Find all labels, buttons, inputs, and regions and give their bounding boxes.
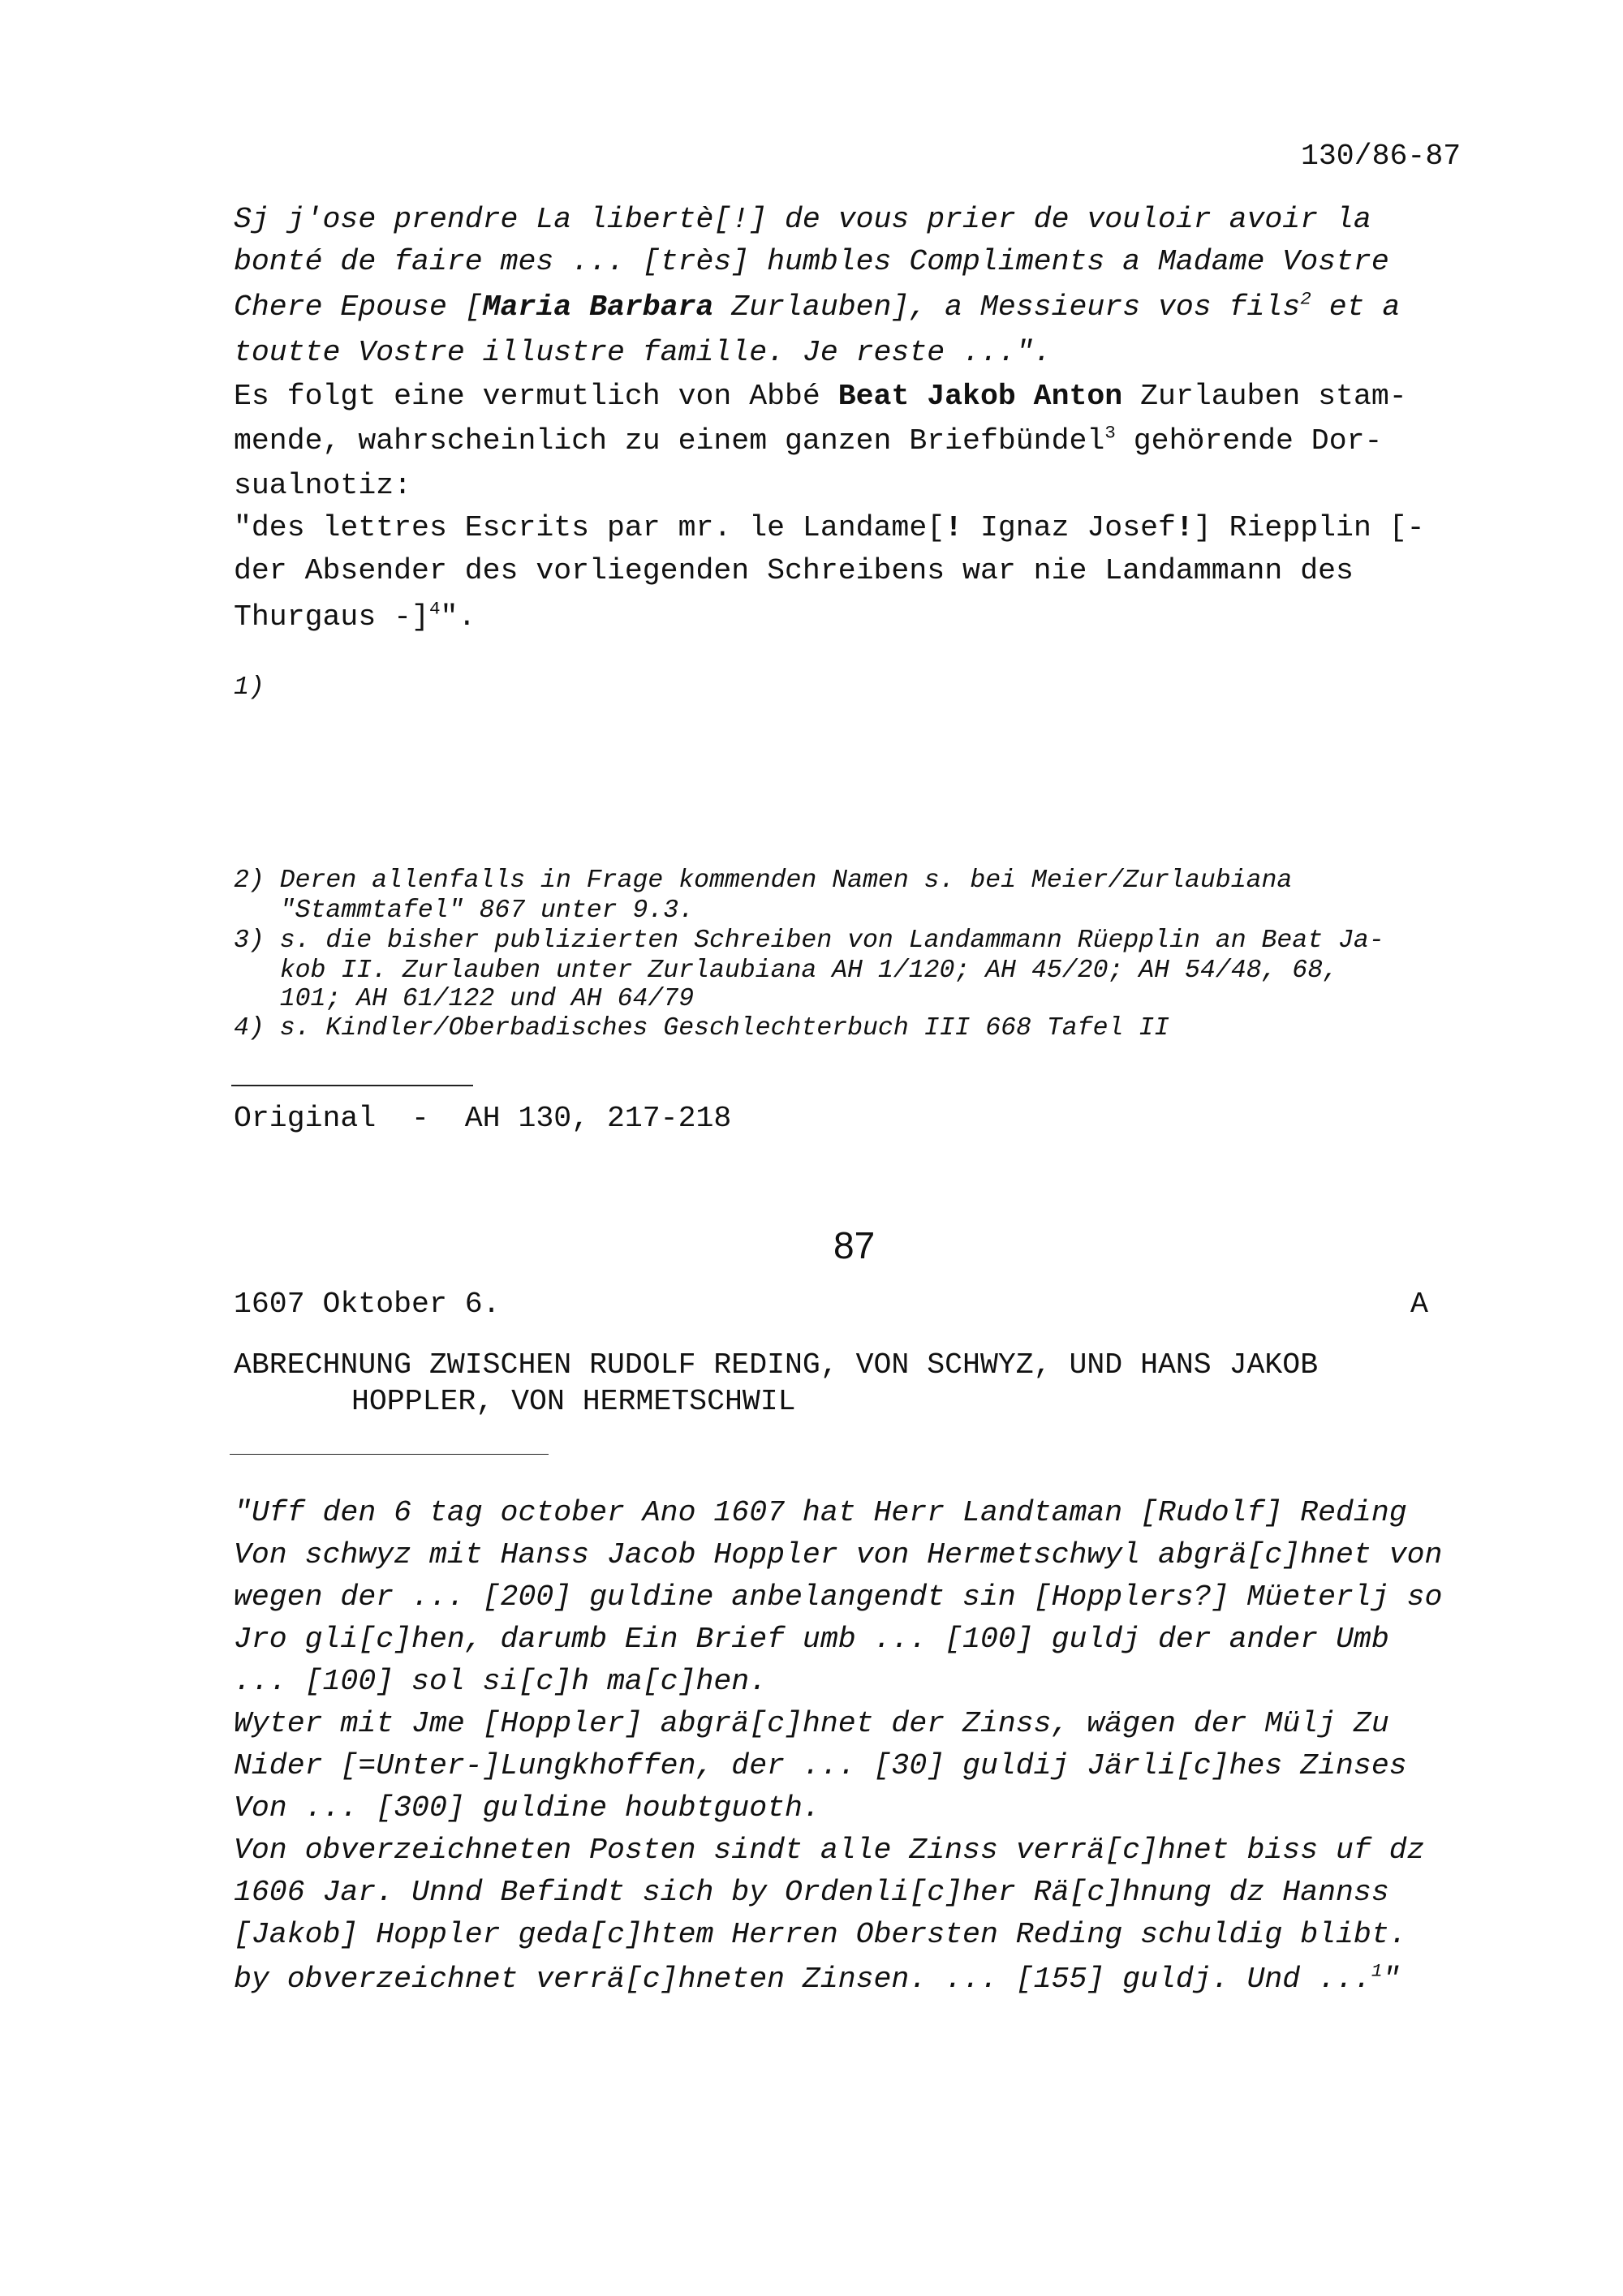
text-run: et a (1311, 290, 1401, 324)
separator-rule (231, 1085, 473, 1086)
footnote-ref: 4 (428, 598, 441, 620)
footnote-3-cont: 101; AH 61/122 und AH 64/79 (234, 985, 695, 1013)
text-run: Chere Epouse [ (234, 290, 483, 324)
text-line: der Absender des vorliegenden Schreibens war nie Landammann des (234, 554, 1354, 587)
text-line (234, 600, 476, 634)
title-line: HOPPLER, VON HERMETSCHWIL (351, 1385, 796, 1418)
footnote-ref: 2 (1300, 288, 1311, 310)
text-line: ... [100] sol si[c]h ma[c]hen. (234, 1665, 768, 1698)
text-run: ! (1175, 511, 1194, 544)
footnote-3-cont: kob II. Zurlauben unter Zurlaubiana AH 1/120; AH 45/20; AH 54/48, 68, (234, 957, 1339, 985)
text-run: gehörende Dor- (1115, 424, 1383, 458)
document-number: 87 (833, 1224, 876, 1266)
text-line: Nider [=Unter-]Lungkhoffen, der ... [30] guldij Järli[c]hes Zinses (234, 1749, 1407, 1782)
text-line: Sj j'ose prendre La libertè[!] de vous prier de vouloir avoir la (234, 203, 1371, 236)
text-line (234, 424, 1382, 458)
text-line: Jro gli[c]hen, darumb Ein Brief umb ... [100] guldj der ander Umb (234, 1623, 1389, 1656)
text-line: Von schwyz mit Hanss Jacob Hoppler von Hermetschwyl abgrä[c]hnet von (234, 1538, 1443, 1572)
text-line (234, 290, 1400, 324)
source-line: Original - AH 130, 217-218 (234, 1102, 732, 1135)
footnote-3: 3) s. die bisher publizierten Schreiben von Landammann Rüepplin an Beat Ja- (234, 927, 1384, 955)
text-run: ! (945, 511, 963, 544)
text-line: sualnotiz: (234, 469, 412, 502)
text-run: Ignaz Josef (962, 511, 1176, 544)
text-run: Zurlauben stam- (1122, 380, 1407, 413)
text-line (234, 380, 1407, 413)
text-run: Thurgaus -] (234, 600, 429, 634)
text-run: Es folgt eine vermutlich von Abbé (234, 380, 838, 413)
text-line: Von obverzeichneten Posten sindt alle Zinss verrä[c]hnet biss uf dz (234, 1834, 1425, 1867)
text-line: Von ... [300] guldine houbtguoth. (234, 1791, 820, 1825)
footnote-ref: 3 (1104, 422, 1116, 444)
text-line: [Jakob] Hoppler geda[c]htem Herren Obersten Reding schuldig blibt. (234, 1918, 1407, 1951)
footnote-ref: 1 (1371, 1960, 1383, 1982)
text-run: Zurlauben], a Messieurs vos fils (713, 290, 1301, 324)
text-line: "Uff den 6 tag october Ano 1607 hat Herr Landtaman [Rudolf] Reding (234, 1496, 1407, 1529)
document-date: 1607 Oktober 6. (234, 1288, 501, 1321)
footnote-4: 4) s. Kindler/Oberbadisches Geschlechterbuch III 668 Tafel II (234, 1014, 1170, 1043)
text-run: " (1382, 1963, 1401, 1996)
text-run: ] Riepplin [- (1193, 511, 1425, 544)
text-run: mende, wahrscheinlich zu einem ganzen Briefbündel (234, 424, 1105, 458)
text-run: ". (440, 600, 476, 634)
text-line: toutte Vostre illustre famille. Je reste ...". (234, 336, 1052, 369)
text-run: by obverzeichnet verrä[c]hneten Zinsen. ... [155] guldj. Und ... (234, 1963, 1371, 1996)
text-line (234, 511, 1425, 544)
text-line: bonté de faire mes ... [très] humbles Compliments a Madame Vostre (234, 245, 1389, 278)
person-name: Maria Barbara (482, 290, 714, 324)
footnote-2: 2) Deren allenfalls in Frage kommenden Namen s. bei Meier/Zurlaubiana (234, 866, 1293, 895)
text-run: "des lettres Escrits par mr. le Landame[ (234, 511, 945, 544)
text-line (234, 1960, 1401, 1996)
document-marker: A (1410, 1288, 1428, 1321)
footnote-2-cont: "Stammtafel" 867 unter 9.3. (234, 896, 695, 925)
person-name: Beat Jakob Anton (837, 380, 1123, 413)
separator-rule (230, 1454, 549, 1455)
text-line: 1606 Jar. Unnd Befindt sich by Ordenli[c]her Rä[c]hnung dz Hannss (234, 1876, 1389, 1909)
text-line: Wyter mit Jme [Hoppler] abgrä[c]hnet der Zinss, wägen der Mülj Zu (234, 1707, 1389, 1740)
footnote-1: 1) (234, 673, 265, 702)
title-line: ABRECHNUNG ZWISCHEN RUDOLF REDING, VON SCHWYZ, UND HANS JAKOB (234, 1348, 1319, 1382)
page-reference: 130/86-87 (1301, 140, 1462, 173)
text-line: wegen der ... [200] guldine anbelangendt sin [Hopplers?] Müeterlj so (234, 1580, 1443, 1614)
